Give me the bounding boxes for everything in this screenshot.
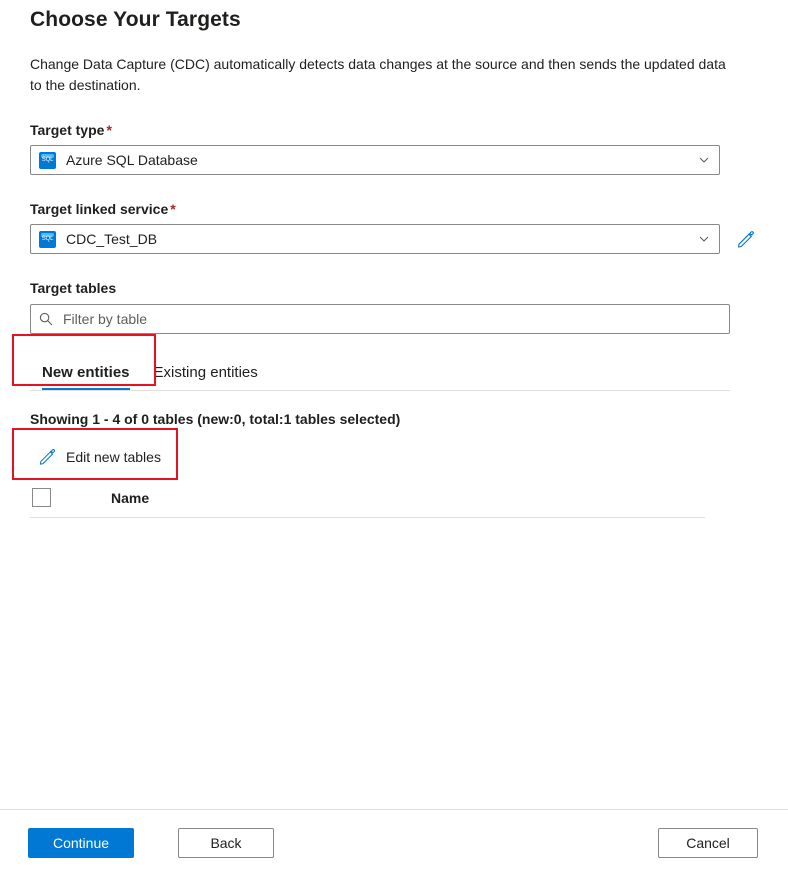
target-linked-service-required-marker: *	[170, 201, 176, 217]
edit-new-tables-label: Edit new tables	[66, 448, 161, 465]
target-type-label	[30, 122, 758, 138]
azure-sql-database-icon	[39, 231, 56, 248]
entities-tabs	[30, 352, 730, 391]
cancel-button[interactable]: Cancel	[658, 828, 758, 858]
target-linked-service-select[interactable]	[30, 224, 720, 254]
target-linked-service-label	[30, 201, 758, 217]
edit-linked-service-pencil-icon[interactable]	[736, 229, 756, 249]
target-tables-search-input[interactable]	[61, 310, 721, 328]
target-linked-service-row	[30, 224, 758, 254]
target-tables-search[interactable]	[30, 304, 730, 334]
target-type-value: Azure SQL Database	[66, 152, 198, 168]
chevron-down-icon	[699, 155, 709, 165]
target-tables-label: Target tables	[30, 280, 117, 296]
tables-list-header	[30, 488, 705, 518]
showing-count-text: Showing 1 - 4 of 0 tables (new:0, total:1 tables selected)	[30, 411, 401, 427]
page-title: Choose Your Targets	[30, 8, 241, 31]
chevron-down-icon	[699, 234, 709, 244]
pencil-icon	[38, 447, 57, 466]
tab-new-entities[interactable]	[30, 364, 142, 390]
azure-sql-database-icon	[39, 152, 56, 169]
column-header-name: Name	[111, 489, 150, 506]
edit-new-tables-button[interactable]	[30, 441, 171, 472]
target-linked-service-label-text: Target linked service	[30, 201, 169, 217]
search-icon	[39, 312, 53, 326]
panel-description: Change Data Capture (CDC) automatically detects data changes at the source and then sends the updated data to the destination.	[30, 56, 726, 93]
tab-existing-entities-label: Existing entities	[153, 364, 258, 381]
footer-bar	[0, 809, 788, 878]
back-button[interactable]: Back	[178, 828, 274, 858]
target-type-row	[30, 145, 758, 175]
target-type-select[interactable]	[30, 145, 720, 175]
tab-existing-entities[interactable]	[142, 364, 270, 390]
target-type-label-text: Target type	[30, 122, 105, 138]
select-all-checkbox[interactable]	[32, 488, 51, 507]
target-linked-service-value: CDC_Test_DB	[66, 231, 158, 247]
target-type-required-marker: *	[106, 122, 112, 138]
continue-button[interactable]: Continue	[28, 828, 134, 858]
tab-new-entities-label: New entities	[42, 364, 130, 381]
